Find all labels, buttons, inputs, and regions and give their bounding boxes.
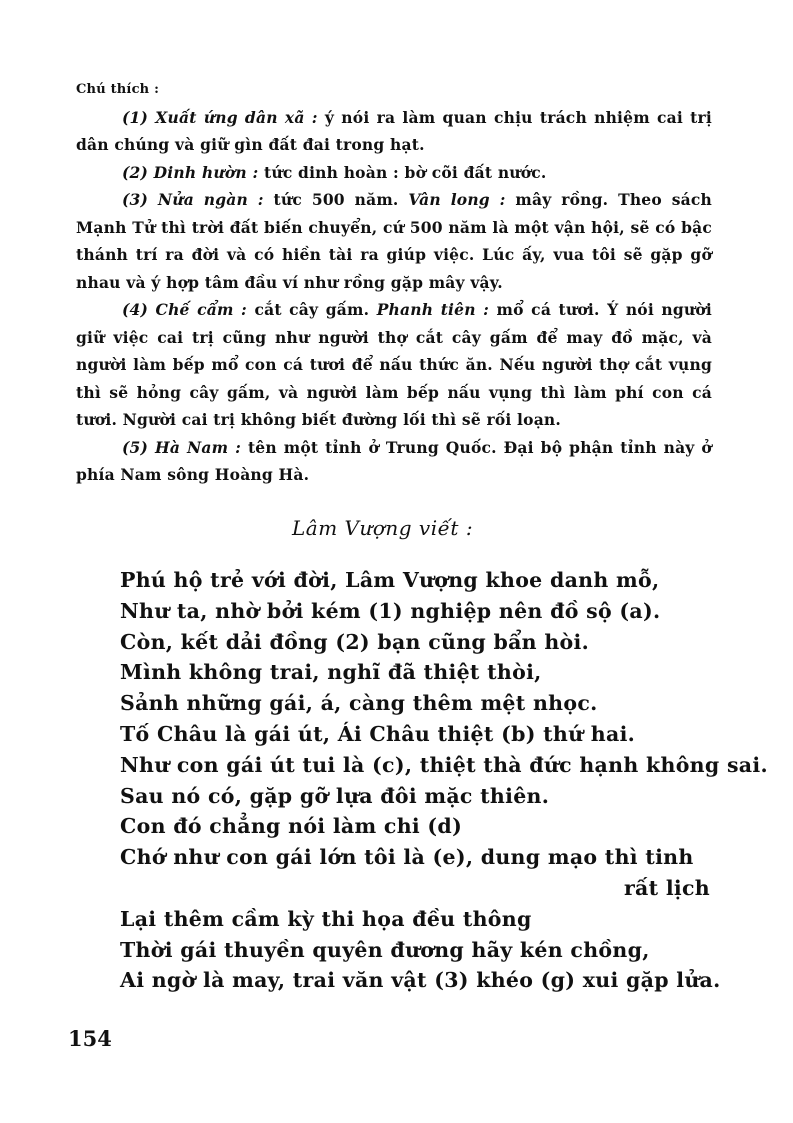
poem-line: Con đó chẳng nói làm chi (d) bbox=[120, 814, 463, 839]
poem-line: Thời gái thuyền quyên đương hãy kén chồng, bbox=[120, 937, 650, 962]
note-text: tên một tỉnh ở Trung Quốc. Đại bộ phận tỉnh này ở phía Nam sông Hoàng Hà. bbox=[76, 437, 712, 484]
poem-line-continuation: rất lịch bbox=[623, 875, 710, 900]
poem-line: Còn, kết dải đồng (2) bạn cũng bẩn hòi. bbox=[120, 629, 590, 654]
note-term-secondary: Vân long : bbox=[408, 190, 506, 209]
poem-line: Chớ như con gái lớn tôi là (e), dung mạo thì tinh bbox=[120, 845, 694, 870]
note-text-secondary: mổ cá tươi. Ý nói người giữ việc cai trị cũng như người thợ cắt cây gấm để may đồ mặc, và người làm bếp mổ con cá tươi để nấu thức ăn. Nếu người thợ cắt vụng thì sẽ hỏng cây gấm, và người làm bếp nấu vụng thì làm phí con cá tươi. Người cai trị không biết đường lối thì sẽ rối loạn. bbox=[76, 300, 712, 429]
note-term: (2) Dinh hườn : bbox=[122, 162, 259, 182]
note-term-secondary: Phanh tiên : bbox=[376, 300, 490, 319]
poem-line: Như con gái út tui là (c), thiệt thà đức hạnh không sai. bbox=[120, 752, 768, 777]
note-item bbox=[76, 186, 712, 296]
note-item bbox=[76, 159, 712, 187]
note-text: cắt cây gấm. bbox=[246, 300, 377, 319]
notes-heading: Chú thích : bbox=[76, 82, 160, 97]
note-item bbox=[76, 434, 712, 489]
poem-line: Phú hộ trẻ với đời, Lâm Vượng khoe danh mỗ, bbox=[120, 568, 660, 592]
poem-line: Như ta, nhờ bởi kém (1) nghiệp nên đồ sộ (a). bbox=[120, 598, 661, 623]
note-text-secondary: mây rồng. Theo sách Mạnh Tử thì trời đất biến chuyển, cứ 500 năm là một vận hội, sẽ có bậc thánh trí ra đời và có hiền tài ra giúp việc. Lúc ấy, vua tôi sẽ gặp gỡ nhau và ý hợp tâm đầu ví như rồng gặp mây vậy. bbox=[76, 190, 712, 292]
footnotes-section bbox=[76, 76, 712, 489]
section-title: Lâm Vượng viết : bbox=[292, 516, 474, 540]
note-term: (1) Xuất ứng dân xã : bbox=[122, 107, 318, 127]
note-text: tức 500 năm. bbox=[263, 190, 409, 209]
poem-block bbox=[120, 565, 768, 996]
poem-line: Lại thêm cầm kỳ thi họa đều thông bbox=[120, 906, 532, 931]
poem-line: Mình không trai, nghĩ đã thiệt thòi, bbox=[120, 660, 542, 685]
note-term: (5) Hà Nam : bbox=[122, 437, 242, 457]
note-item bbox=[76, 104, 712, 159]
poem-line: Tố Châu là gái út, Ái Châu thiệt (b) thứ hai. bbox=[120, 721, 636, 746]
page-number: 154 bbox=[68, 1026, 112, 1051]
poem-line: Sau nó có, gặp gỡ lựa đôi mặc thiên. bbox=[120, 783, 550, 808]
note-item bbox=[76, 296, 712, 434]
note-text: tức dinh hoàn : bờ cõi đất nước. bbox=[258, 162, 547, 182]
poem-line: Ai ngờ là may, trai văn vật (3) khéo (g) xui gặp lửa. bbox=[120, 968, 721, 993]
note-text: ý nói ra làm quan chịu trách nhiệm cai trị dân chúng và giữ gìn đất đai trong hạt. bbox=[76, 107, 712, 154]
poem-line: Sảnh những gái, á, càng thêm mệt nhọc. bbox=[120, 691, 598, 716]
note-term: (4) Chế cẩm : bbox=[122, 300, 247, 319]
note-term: (3) Nửa ngàn : bbox=[122, 190, 264, 209]
